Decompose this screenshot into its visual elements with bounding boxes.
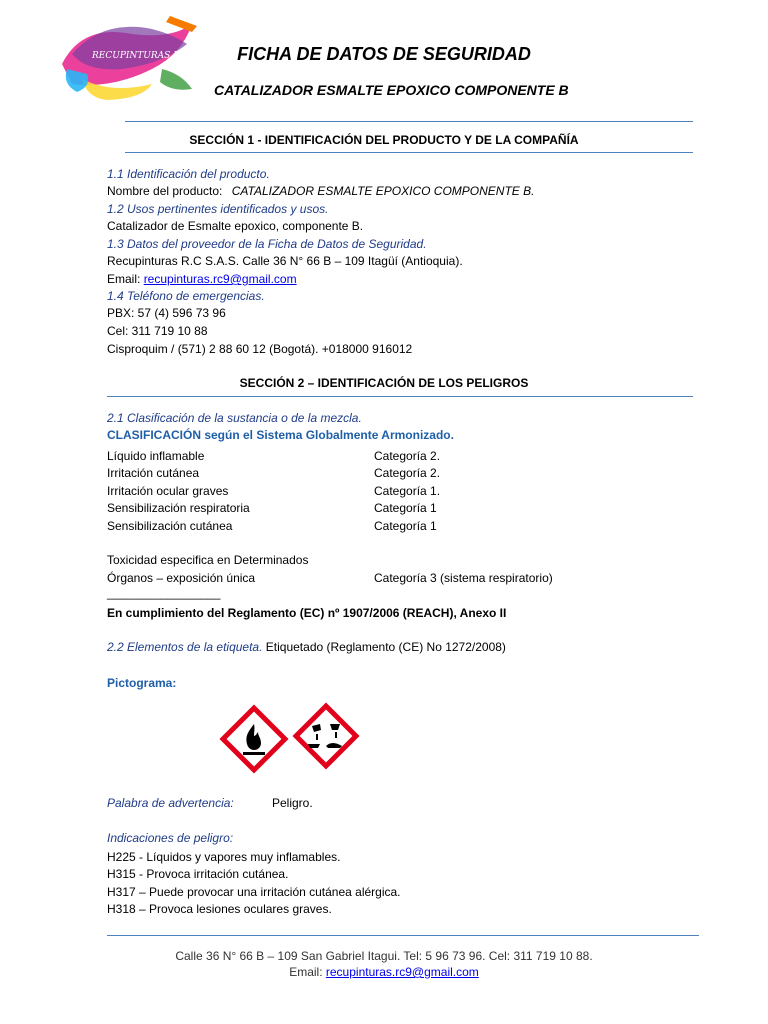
hazard-statement: H318 – Provoca lesiones oculares graves. bbox=[107, 902, 332, 916]
footer-address: Calle 36 N° 66 B – 109 San Gabriel Itagui. Tel: 5 96 73 96. Cel: 311 719 10 88. bbox=[175, 949, 593, 963]
ghs-title: CLASIFICACIÓN según el Sistema Globalmente Armonizado. bbox=[107, 428, 454, 442]
section-divider bbox=[107, 396, 693, 397]
email-label: Email: bbox=[107, 272, 141, 286]
hazard-statement: H315 - Provoca irritación cutánea. bbox=[107, 867, 289, 881]
toxicity-line1: Toxicidad especifica en Determinados bbox=[107, 553, 309, 567]
supplier-email-link[interactable]: recupinturas.rc9@gmail.com bbox=[143, 272, 297, 286]
hazard-statement: H225 - Líquidos y vapores muy inflamables. bbox=[107, 850, 341, 864]
classification-category: Categoría 1 bbox=[374, 519, 437, 533]
s22-text: Etiquetado (Reglamento (CE) No 1272/2008) bbox=[265, 640, 506, 654]
s22-title: 2.2 Elementos de la etiqueta. bbox=[107, 640, 263, 654]
classification-category: Categoría 2. bbox=[374, 466, 441, 480]
hazard-statements-title: Indicaciones de peligro: bbox=[107, 831, 234, 845]
product-name-line bbox=[107, 183, 534, 201]
classification-hazard: Sensibilización cutánea bbox=[107, 519, 233, 533]
product-name: CATALIZADOR ESMALTE EPOXICO COMPONENTE B. bbox=[231, 184, 535, 198]
supplier-email-line bbox=[107, 271, 297, 289]
s11-title: 1.1 Identificación del producto. bbox=[107, 167, 270, 181]
footer-email-label: Email: bbox=[289, 965, 323, 979]
logo-text: RECUPINTURAS R.C.S.A.S. bbox=[92, 51, 220, 61]
footer-email-line bbox=[0, 964, 768, 980]
signal-word: Peligro. bbox=[272, 796, 313, 810]
product-name-label: Nombre del producto: bbox=[107, 184, 223, 198]
s13-title: 1.3 Datos del proveedor de la Ficha de Datos de Seguridad. bbox=[107, 237, 427, 251]
cel-line: Cel: 311 719 10 88 bbox=[107, 324, 208, 338]
classification-hazard: Irritación ocular graves bbox=[107, 484, 229, 498]
section-divider bbox=[125, 121, 693, 122]
document-subtitle: CATALIZADOR ESMALTE EPOXICO COMPONENTE B bbox=[214, 82, 569, 98]
section-2-heading: SECCIÓN 2 – IDENTIFICACIÓN DE LOS PELIGROS bbox=[239, 376, 529, 390]
s14-title: 1.4 Teléfono de emergencias. bbox=[107, 289, 265, 303]
classification-hazard: Irritación cutánea bbox=[107, 466, 200, 480]
hazard-statement: H317 – Puede provocar una irritación cutánea alérgica. bbox=[107, 885, 401, 899]
separator-line: _________________ bbox=[107, 586, 221, 600]
s21-title: 2.1 Clasificación de la sustancia o de la mezcla. bbox=[107, 411, 362, 425]
section-divider bbox=[125, 152, 693, 153]
pbx-line: PBX: 57 (4) 596 73 96 bbox=[107, 306, 226, 320]
classification-category: Categoría 1 bbox=[374, 501, 437, 515]
footer-divider bbox=[107, 935, 699, 936]
classification-category: Categoría 1. bbox=[374, 484, 441, 498]
flame-pictogram-icon bbox=[221, 706, 287, 772]
classification-category: Categoría 2. bbox=[374, 449, 441, 463]
toxicity-category: Categoría 3 (sistema respiratorio) bbox=[374, 571, 553, 585]
classification-hazard: Líquido inflamable bbox=[107, 449, 205, 463]
s12-title: 1.2 Usos pertinentes identificados y usos. bbox=[107, 202, 329, 216]
s22-line bbox=[107, 639, 506, 657]
reach-statement: En cumplimiento del Reglamento (EC) nº 1907/2006 (REACH), Anexo II bbox=[107, 606, 507, 620]
document-title: FICHA DE DATOS DE SEGURIDAD bbox=[237, 44, 531, 64]
toxicity-line2: Órganos – exposición única bbox=[107, 571, 256, 585]
supplier-address: Recupinturas R.C S.A.S. Calle 36 N° 66 B – 109 Itagüí (Antioquia). bbox=[107, 254, 463, 268]
cisproquim-line: Cisproquim / (571) 2 88 60 12 (Bogotá). +018000 916012 bbox=[107, 342, 413, 356]
corrosion-pictogram-icon bbox=[294, 704, 358, 768]
classification-hazard: Sensibilización respiratoria bbox=[107, 501, 250, 515]
signal-word-line bbox=[107, 795, 234, 813]
footer-email-link[interactable]: recupinturas.rc9@gmail.com bbox=[325, 965, 479, 979]
section-1-heading: SECCIÓN 1 - IDENTIFICACIÓN DEL PRODUCTO Y DE LA COMPAÑÍA bbox=[189, 133, 579, 147]
signal-label: Palabra de advertencia: bbox=[107, 796, 234, 810]
pictogram-label: Pictograma: bbox=[107, 676, 177, 690]
s12-text: Catalizador de Esmalte epoxico, componente B. bbox=[107, 219, 364, 233]
